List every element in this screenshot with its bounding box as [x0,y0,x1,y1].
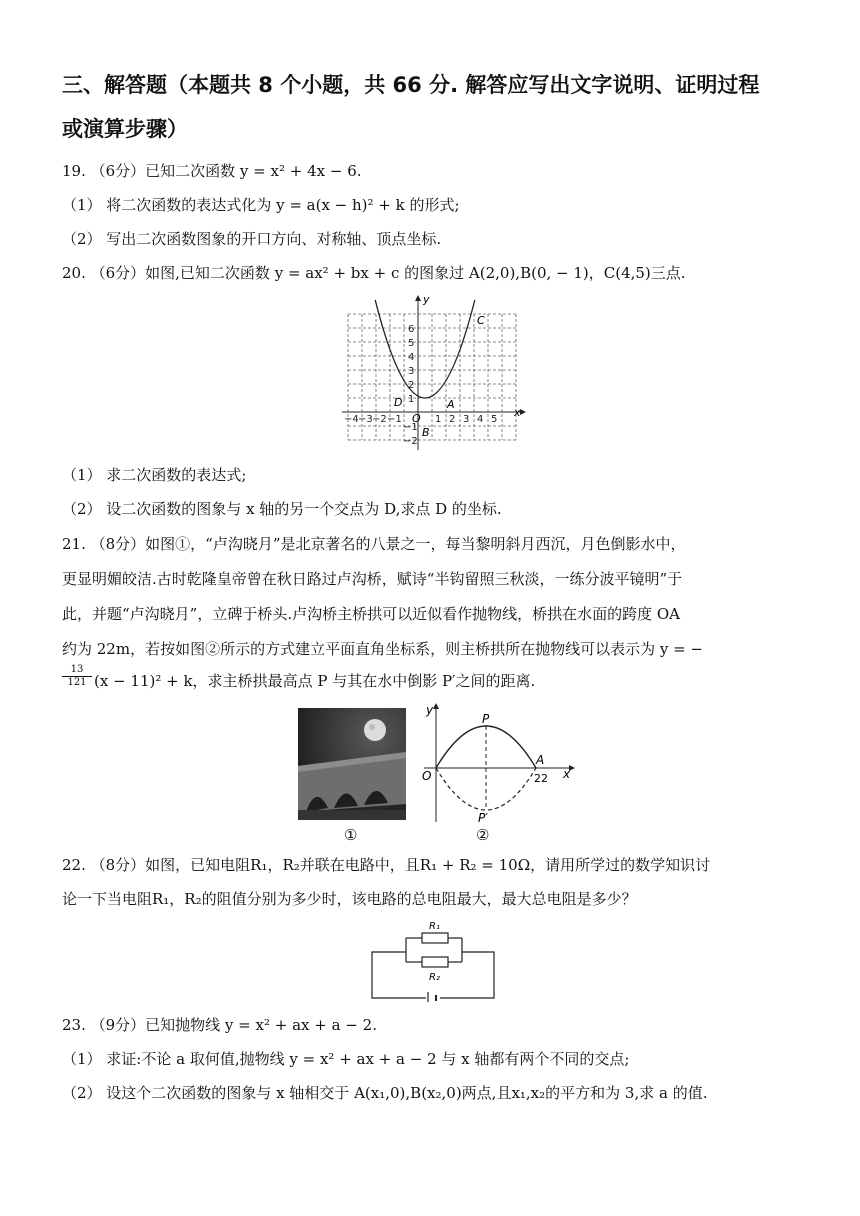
figure-1-label: ① [344,826,358,844]
y-axis-label: y [426,703,434,717]
r2-label: R₂ [429,972,440,983]
q20-stem: 20. （6分）如图,已知二次函数 y = ax² + bx + c 的图象过 A(2,0),B(0, − 1)，C(4,5)三点. [62,264,686,282]
point-P-prime-label: P′ [478,811,488,824]
y-tick: 3 [408,366,415,377]
q19-stem: 19. （6分）已知二次函数 y = x² + 4x − 6. [62,162,362,180]
section-title: 三、解答题（本题共 8 个小题，共 66 分. 解答应写出文字说明、证明过程 [62,73,760,97]
y-tick: −2 [403,436,418,447]
figure-2-label: ② [476,826,490,844]
resistor-r2 [422,957,448,967]
origin-label: O [412,412,421,425]
q22-line2: 论一下当电阻R₁，R₂的阻值分别为多少时，该电路的总电阻最大，最大总电阻是多少？ [62,890,637,908]
point-P-label: P [482,712,490,726]
q22-circuit-diagram [366,916,500,1002]
x-tick: 4 [477,414,484,425]
x-tick: 2 [449,414,456,425]
point-A-label: A [447,398,455,411]
y-tick: 4 [408,352,415,363]
x-tick: −1 [387,414,402,425]
y-tick: 1 [408,394,415,405]
q21-line3: 此，并题“卢沟晓月”，立碑于桥头.卢沟桥主桥拱可以近似看作抛物线，桥拱在水面的跨度 OA [62,605,681,623]
q22-line1: 22. （8分）如图，已知电阻R₁，R₂并联在电路中，且R₁ + R₂ = 10Ω，请用所学过的数学知识讨 [62,856,711,874]
q19-part1: （1） 将二次函数的表达式化为 y = a(x − h)² + k 的形式; [62,196,460,214]
x-axis-label: x [563,767,571,781]
q23-part1: （1） 求证:不论 a 取何值,抛物线 y = x² + ax + a − 2 与 x 轴都有两个不同的交点; [62,1050,630,1068]
y-tick: 6 [408,324,415,335]
q21-line1: 21. （8分）如图①，“卢沟晓月”是北京著名的八景之一，每当黎明斜月西沉，月色倒影水中， [62,535,686,553]
q20-parabola-graph [340,292,530,454]
q20-part1: （1） 求二次函数的表达式; [62,466,247,484]
q19-part2: （2） 写出二次函数图象的开口方向、对称轴、顶点坐标. [62,230,442,248]
q21-line4: 约为 22m，若按如图②所示的方式建立平面直角坐标系，则主桥拱所在抛物线可以表示为 y = − [62,640,703,658]
q20-part2: （2） 设二次函数的图象与 x 轴的另一个交点为 D,求点 D 的坐标. [62,500,502,518]
point-A-label: A [536,753,545,767]
q23-stem: 23. （9分）已知抛物线 y = x² + ax + a − 2. [62,1016,377,1034]
r1-label: R₁ [429,921,440,932]
y-tick: 5 [408,338,415,349]
fraction-denominator: 121 [62,676,92,689]
x-tick: −3 [358,414,373,425]
lugou-bridge-photo [298,708,406,820]
x-tick: −4 [344,414,359,425]
tick-22: 22 [534,772,548,785]
x-tick: −2 [372,414,387,425]
resistor-r1 [422,933,448,943]
q21-line5: (x − 11)² + k，求主桥拱最高点 P 与其在水中倒影 P′之间的距离. [94,672,536,690]
origin-label: O [422,769,432,783]
x-tick: 5 [491,414,498,425]
q21-line2: 更显明媚皎洁.古时乾隆皇帝曾在秋日路过卢沟桥，赋诗“半钩留照三秋淡，一练分波平镜明”于 [62,570,683,588]
q21-arch-graph [420,702,580,824]
point-C-label: C [477,314,485,327]
y-tick: 2 [408,380,415,391]
point-B-label: B [422,426,430,439]
x-axis-label: x [514,406,521,419]
y-axis-label: y [423,293,430,306]
q21-fraction [62,664,92,689]
section-title-cont: 或演算步骤） [62,117,188,141]
y-tick: −1 [403,422,418,433]
point-D-label: D [394,396,403,409]
x-tick: 3 [463,414,470,425]
x-tick: 1 [435,414,442,425]
q23-part2: （2） 设这个二次函数的图象与 x 轴相交于 A(x₁,0),B(x₂,0)两点,且x₁,x₂的平方和为 3,求 a 的值. [62,1084,708,1102]
fraction-numerator: 13 [70,664,84,675]
